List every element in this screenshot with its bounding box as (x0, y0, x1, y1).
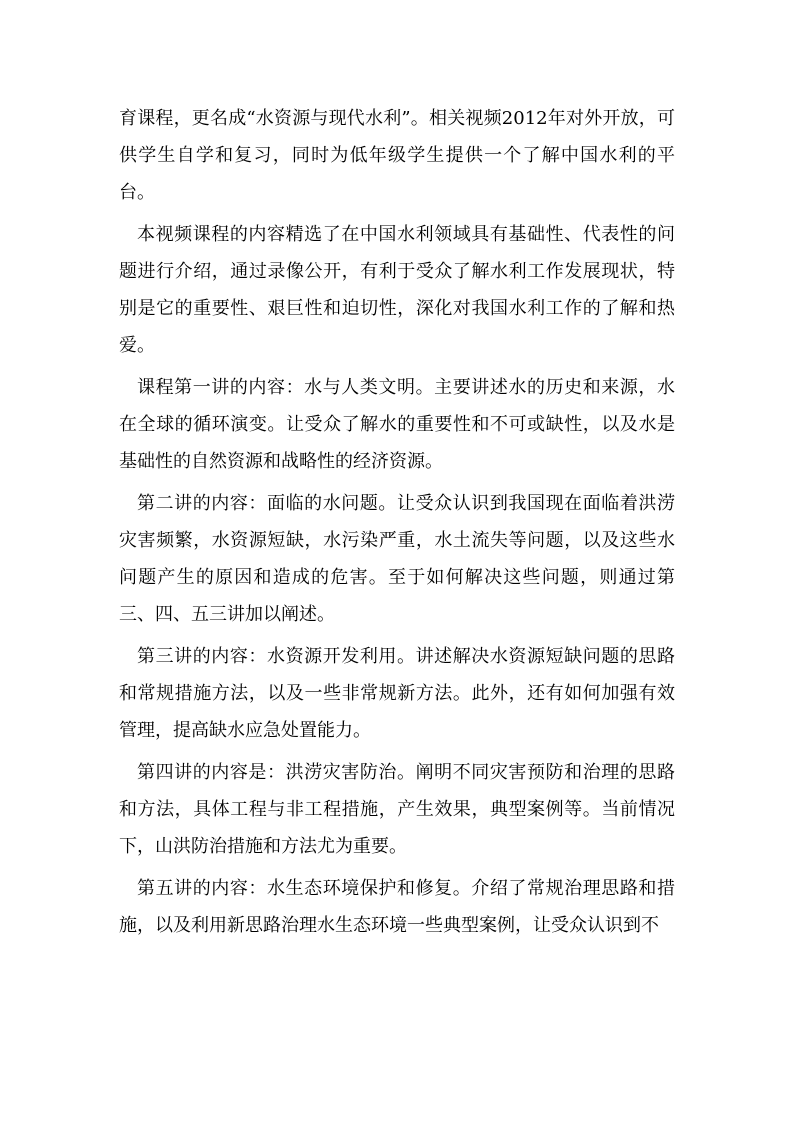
paragraph-course-intro-continued: 育课程，更名成“水资源与现代水利”。相关视频2012年对外开放，可供学生自学和复习，同时为低年级学生提供一个了解中国水利的平台。 (119, 108, 675, 203)
paragraph-lecture-2: 第二讲的内容：面临的水问题。让受众认识到我国现在面临着洪涝灾害频繁，水资源短缺，水污染严重，水土流失等问题，以及这些水问题产生的原因和造成的危害。至于如何解决这些问题，则通过第三、四、五三讲加以阐述。 (119, 493, 675, 625)
paragraph-lecture-3: 第三讲的内容：水资源开发利用。讲述解决水资源短缺问题的思路和常规措施方法，以及一些非常规新方法。此外，还有如何加强有效管理，提高缺水应急处置能力。 (119, 646, 675, 741)
paragraph-lecture-5: 第五讲的内容：水生态环境保护和修复。介绍了常规治理思路和措施，以及利用新思路治理水生态环境一些典型案例，让受众认识到不 (119, 878, 675, 936)
paragraph-lecture-4: 第四讲的内容是：洪涝灾害防治。阐明不同灾害预防和治理的思路和方法，具体工程与非工程措施，产生效果，典型案例等。当前情况下，山洪防治措施和方法尤为重要。 (119, 762, 675, 857)
paragraph-course-content-overview: 本视频课程的内容精选了在中国水利领域具有基础性、代表性的问题进行介绍，通过录像公开，有利于受众了解水利工作发展现状，特别是它的重要性、艰巨性和迫切性，深化对我国水利工作的了解和热爱。 (119, 224, 675, 356)
document-body (119, 100, 675, 949)
paragraph-lecture-1: 课程第一讲的内容：水与人类文明。主要讲述水的历史和来源，水在全球的循环演变。让受众了解水的重要性和不可或缺性，以及水是基础性的自然资源和战略性的经济资源。 (119, 377, 675, 472)
